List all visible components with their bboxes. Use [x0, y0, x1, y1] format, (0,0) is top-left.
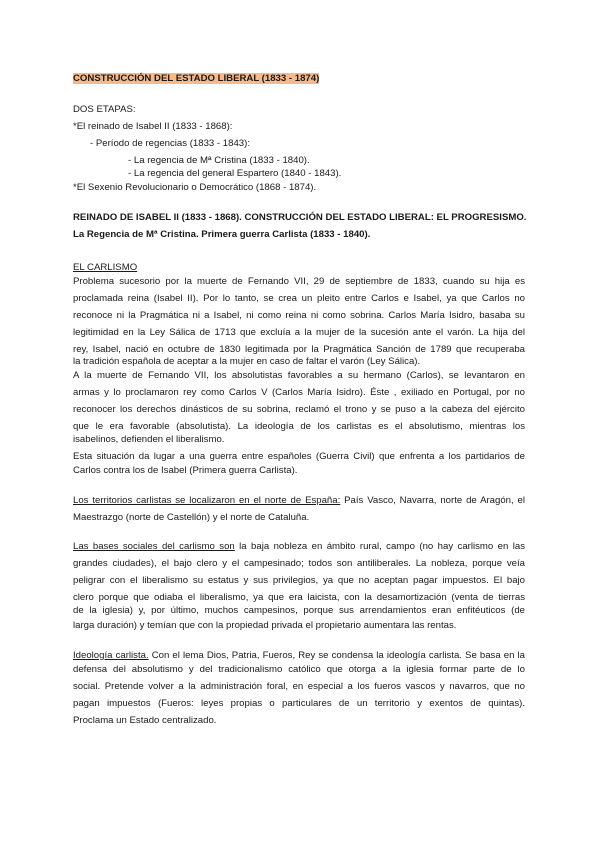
territorios-text: País Vasco, Navarra, norte de Aragón, el [340, 495, 525, 506]
carlismo-line: isabelinos, defienden el liberalismo. [73, 434, 225, 445]
ideologia-line: defensa del absolutismo y del tradicionalismo católico que otorga a la iglesia formar parte de lo [73, 664, 525, 675]
carlismo-line: A la muerte de Fernando VII, los absolutistas favorables a su hermano (Carlos), se levantaron en [73, 370, 525, 381]
title-highlight: CONSTRUCCIÓN DEL ESTADO LIBERAL (1833 - 1874) [73, 73, 320, 84]
carlismo-line: proclamada reina (Isabel II). Por lo tanto, se crea un pleito entre Carlos e Isabel, ya que Carlos no [73, 293, 525, 304]
carlismo-line: reconocer los derechos dinásticos de su sobrina, reclamó el trono y se puso a la cabeza del ejército [73, 404, 525, 415]
carlismo-line: la tradición española de aceptar a la mujer en caso de faltar el varón (Ley Sálica). [73, 356, 421, 367]
bases-line: grandes ciudades), el bajo clero y el campesinado; todos son antiliberales. La nobleza, porque veía [73, 558, 525, 569]
bases-label: Las bases sociales del carlismo son [73, 541, 235, 552]
territorios-label: Los territorios carlistas se localizaron en el norte de España: [73, 495, 341, 506]
bases-line: larga duración) y temían que con la propiedad privada el propietario aumentara las rentas. [73, 620, 457, 631]
ideologia-line: Proclama un Estado centralizado. [73, 715, 217, 726]
territorios-line: Maestrazgo (norte de Castellón) y el norte de Cataluña. [73, 512, 310, 523]
carlismo-line: Carlos contra los de Isabel (Primera guerra Carlista). [73, 465, 298, 476]
stage-subitem-regencias: - Período de regencias (1833 - 1843): [90, 138, 250, 149]
carlismo-line: legitimidad en la Ley Sálica de 1713 que excluía a la mujer de la sucesión ante el varón. La hija del [73, 327, 525, 338]
stage-subitem-espartero: - La regencia del general Espartero (1840 - 1843). [128, 168, 342, 179]
stage-item-2: *El Sexenio Revolucionario o Democrático (1868 - 1874). [73, 182, 317, 193]
bases-paragraph [73, 541, 525, 553]
ideologia-paragraph [73, 650, 525, 662]
bases-line: de la iglesia) y, por último, muchos campesinos, porque sus arrendamientos eran enfitéuticos (de [73, 605, 525, 616]
carlismo-line: que le era favorable (absolutista). La ideología de los carlistas es el absolutismo, mientras los [73, 421, 525, 432]
stage-item-1: *El reinado de Isabel II (1833 - 1868): [73, 121, 233, 132]
section-heading-2: La Regencia de Mª Cristina. Primera guerra Carlista (1833 - 1840). [73, 229, 371, 240]
ideologia-label: Ideología carlista. [73, 650, 149, 661]
stages-heading: DOS ETAPAS: [73, 104, 136, 115]
bases-line: clero porque que odiaba el liberalismo, ya que era laicista, con la desamortización (venta de tierras [73, 592, 525, 603]
ideologia-line: pagan impuestos (Fueros: leyes propias o particulares de un territorio y exentos de quintas). [73, 698, 525, 709]
document-title [73, 73, 319, 85]
carlismo-line: Esta situación da lugar a una guerra entre españoles (Guerra Civil) que enfrenta a los partidarios de [73, 451, 525, 462]
section-heading-1: REINADO DE ISABEL II (1833 - 1868). CONSTRUCCIÓN DEL ESTADO LIBERAL: EL PROGRESISMO. [73, 212, 527, 223]
carlismo-line: reconoce ni la Pragmática ni a Isabel, ni como reina ni como sobrina. Carlos María Isidro, basaba su [73, 310, 525, 321]
carlismo-heading: EL CARLISMO [73, 262, 138, 273]
territorios-paragraph [73, 495, 525, 507]
bases-line: peligrar con el liberalismo su estatus y sus privilegios, ya que no aceptan pagar impuestos. El bajo [73, 575, 525, 586]
bases-text: la baja nobleza en ámbito rural, campo (no hay carlismo en las [234, 541, 525, 552]
ideologia-line: social. Pretende volver a la administración foral, en especial a los fueros vascos y navarros, que no [73, 681, 525, 692]
ideologia-text: Con el lema Dios, Patria, Fueros, Rey se condensa la ideología carlista. Se basa en la [148, 650, 525, 661]
stage-subitem-cristina: - La regencia de Mª Cristina (1833 - 1840). [128, 155, 310, 166]
carlismo-line: armas y lo proclamaron rey como Carlos V (Carlos María Isidro). Éste , exiliado en Portugal, por no [73, 387, 525, 398]
carlismo-line: Problema sucesorio por la muerte de Fernando VII, 29 de septiembre de 1833, cuando su hija es [73, 276, 525, 287]
carlismo-line: rey, Isabel, nació en octubre de 1830 legitimada por la Pragmática Sanción de 1789 que recuperaba [73, 344, 525, 355]
